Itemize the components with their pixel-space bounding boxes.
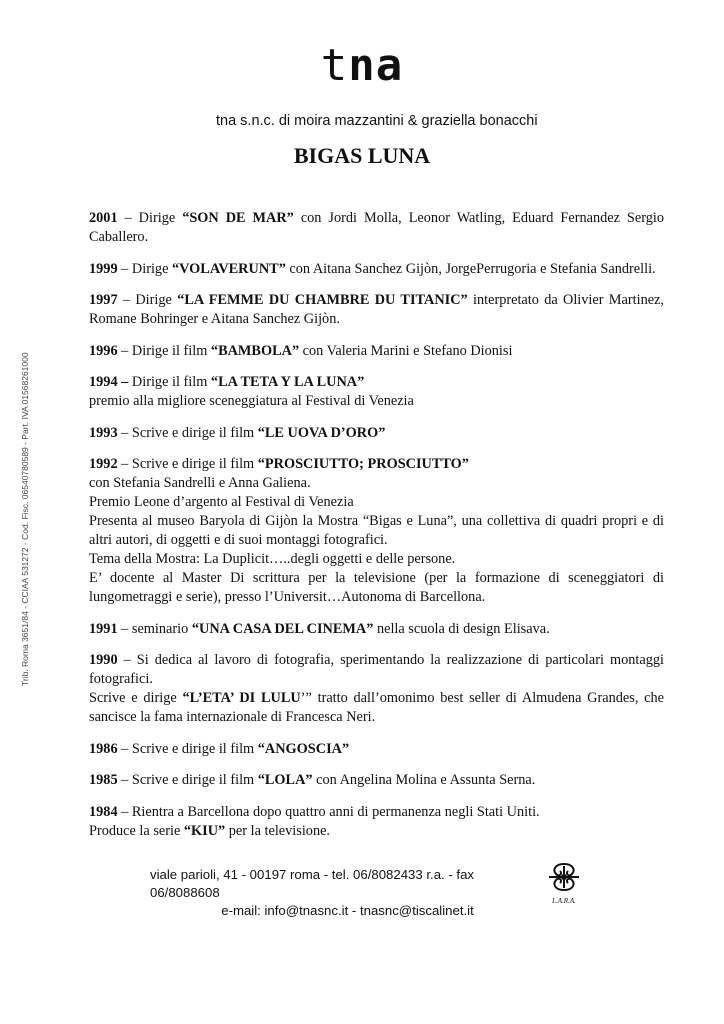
entry-text: con Stefania Sandrelli e Anna Galiena. — [89, 475, 311, 491]
entry-year: 1994 – — [89, 374, 129, 390]
entry-text: con Jordi Molla, Leonor Watling, Eduard Fernandez Sergio Caballero. — [89, 210, 664, 245]
entry-year: 1992 — [89, 456, 118, 472]
entry-text: Premio Leone d’argento al Festival di Venezia — [89, 494, 354, 510]
page-title: BIGAS LUNA — [293, 143, 431, 168]
entry-text: premio alla migliore sceneggiatura al Festival di Venezia — [89, 393, 414, 409]
entry-line — [89, 550, 664, 569]
entry-text: Produce la serie — [89, 822, 184, 839]
entry-text: – seminario — [117, 620, 192, 637]
entry-year: 1997 — [89, 292, 118, 308]
entry-year: 1996 — [89, 342, 118, 359]
film-title: “LA TETA Y LA LUNA” — [210, 374, 365, 390]
entry-text: nella scuola di design Elisava. — [373, 620, 550, 637]
entry-text: interpretato da Olivier Martinez, Romane Bohringer e Aitana Sanchez Gijòn. — [89, 292, 664, 327]
film-title: “ANGOSCIA” — [257, 740, 350, 757]
entry-1984 — [89, 803, 664, 841]
entry-text: Scrive e dirige — [89, 690, 183, 706]
entry-year: 1986 — [89, 740, 118, 757]
film-title: “SON DE MAR” — [182, 210, 294, 226]
entry-1993 — [89, 424, 664, 443]
filmography-list — [89, 209, 664, 853]
entry-text: – Dirige — [117, 260, 172, 277]
emblem-caption: L.A.R.A. — [552, 897, 576, 905]
entry-text: Dirige il film — [128, 374, 211, 390]
film-title: “LOLA” — [257, 772, 313, 788]
lara-emblem — [543, 860, 585, 905]
entry-text: – Rientra a Barcellona dopo quattro anni di permanenza negli Stati Uniti. — [117, 803, 540, 820]
entry-text: – Scrive e dirige il film — [117, 772, 258, 788]
entry-line — [89, 342, 664, 361]
entry-text: con Valeria Marini e Stefano Dionisi — [299, 342, 513, 359]
film-title: “BAMBOLA” — [210, 342, 300, 359]
entry-line — [89, 512, 664, 550]
entry-2001 — [89, 209, 664, 247]
entry-1999 — [89, 260, 664, 279]
entry-1985 — [89, 771, 664, 790]
company-name: tna s.n.c. di moira mazzantini & graziella bonacchi — [216, 113, 538, 129]
entry-line — [89, 822, 664, 841]
entry-text: – Dirige — [117, 292, 178, 308]
entry-text: – Dirige il film — [117, 342, 211, 359]
film-title: “L’ETA’ DI LULU — [182, 690, 301, 706]
entry-line — [89, 373, 664, 392]
entry-1996 — [89, 342, 664, 361]
entry-line — [89, 392, 664, 411]
entry-1997 — [89, 291, 664, 329]
entry-year: 2001 — [89, 210, 118, 226]
entry-text: Tema della Mostra: La Duplicit…..degli oggetti e delle persone. — [89, 551, 456, 567]
entry-text: con Angelina Molina e Assunta Serna. — [312, 772, 536, 788]
entry-1992 — [89, 455, 664, 607]
entry-year: 1991 — [89, 620, 118, 637]
lara-emblem-icon — [543, 860, 585, 894]
entry-line — [89, 474, 664, 493]
entry-line — [89, 771, 664, 790]
entry-year: 1990 — [89, 652, 118, 668]
entry-line — [89, 424, 664, 443]
entry-line — [89, 689, 664, 727]
entry-line — [89, 569, 664, 607]
entry-1990 — [89, 651, 664, 727]
entry-line — [89, 651, 664, 689]
entry-line — [89, 620, 664, 639]
footer-address: viale parioli, 41 - 00197 roma - tel. 06/8082433 r.a. - fax 06/8088608 — [150, 867, 475, 900]
footer-contact — [150, 866, 545, 920]
film-title: “KIU” — [183, 822, 226, 839]
entry-year: 1985 — [89, 772, 118, 788]
entry-text: – Dirige — [117, 210, 183, 226]
entry-1991 — [89, 620, 664, 639]
entry-1986 — [89, 740, 664, 759]
entry-text: con Aitana Sanchez Gijòn, JorgePerrugoria e Stefania Sandrelli. — [285, 260, 656, 277]
entry-text: – Scrive e dirige il film — [117, 456, 258, 472]
entry-line — [89, 291, 664, 329]
entry-text: E’ docente al Master Di scrittura per la televisione (per la formazione di sceneggiatori di lungometraggi e serie), presso l’Universit…Autonoma di Barcellona. — [89, 570, 664, 605]
entry-text: – Scrive e dirige il film — [117, 740, 258, 757]
registration-side-text: Trib. Roma 3651/84 - CCIAA 531272 - Cod. Fisc. 06540780589 - Part. IVA 01568261000 — [20, 352, 30, 686]
entry-text: – Scrive e dirige il film — [117, 424, 258, 441]
entry-text: Presenta al museo Baryola di Gijòn la Mostra “Bigas e Luna”, una collettiva di quadri propri e di altri autori, di oggetti e di suoi montaggi fotografici. — [89, 513, 664, 548]
entry-1994 — [89, 373, 664, 411]
entry-line — [89, 740, 664, 759]
entry-line — [89, 209, 664, 247]
entry-line — [89, 493, 664, 512]
entry-year: 1999 — [89, 260, 118, 277]
entry-line — [89, 803, 664, 822]
entry-year: 1984 — [89, 803, 118, 820]
entry-year: 1993 — [89, 424, 118, 441]
film-title: “VOLAVERUNT” — [172, 260, 286, 277]
entry-text: ’” tratto dall’omonimo best seller di Almudena Grandes, che sancisce la fama internazionale di Francesca Neri. — [89, 690, 664, 725]
entry-text: – Si dedica al lavoro di fotografia, sperimentando la realizzazione di particolari montaggi fotografici. — [89, 652, 664, 687]
entry-line — [89, 260, 664, 279]
tna-logo: tna — [320, 40, 404, 91]
film-title: “PROSCIUTTO; PROSCIUTTO” — [257, 456, 469, 472]
entry-text: per la televisione. — [225, 822, 331, 839]
film-title: “UNA CASA DEL CINEMA” — [191, 620, 374, 637]
film-title: “LA FEMME DU CHAMBRE DU TITANIC” — [177, 292, 468, 308]
film-title: “LE UOVA D’ORO” — [257, 424, 386, 441]
entry-line — [89, 455, 664, 474]
footer-email: e-mail: info@tnasnc.it - tnasnc@tiscalinet.it — [221, 903, 474, 918]
